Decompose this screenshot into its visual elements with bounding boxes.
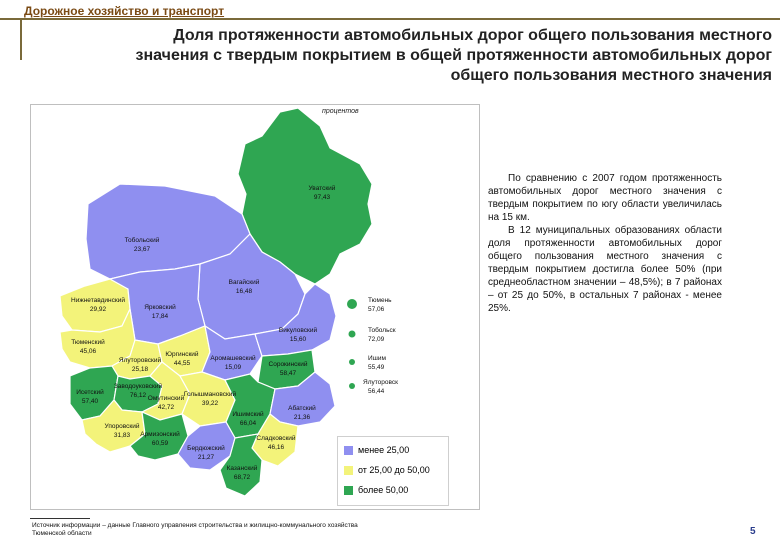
city-value-tobolsk: 72,09 xyxy=(368,336,385,343)
commentary-paragraph-1: По сравнению с 2007 годом протяженность автомобильных дорог местного значения с твердым покрытием по югу области увеличилась на 15 км. xyxy=(488,173,722,223)
label-vikulovsky: Викуловский xyxy=(278,327,318,334)
label-isetsky: Исетский xyxy=(76,389,104,396)
label-uporovsky: Упоровский xyxy=(104,423,140,430)
legend-label-low: менее 25,00 xyxy=(358,445,410,455)
value-sladkovsky: 46,16 xyxy=(267,444,285,451)
label-tobolsky: Тобольский xyxy=(124,237,160,244)
label-armizonsky: Армизонский xyxy=(140,431,180,438)
legend-swatch-mid xyxy=(344,466,353,475)
legend-label-high: более 50,00 xyxy=(358,485,409,495)
legend-swatch-high xyxy=(344,486,353,495)
value-yurginsky: 44,55 xyxy=(173,360,191,367)
label-omutinsky: Омутинский xyxy=(147,395,185,402)
city-markers xyxy=(347,297,398,395)
label-uvatsky: Уватский xyxy=(308,185,336,192)
label-tyumensky: Тюменский xyxy=(71,339,105,346)
value-uvatsky: 97,43 xyxy=(313,194,331,201)
legend-label-mid: от 25,00 до 50,00 xyxy=(358,465,430,475)
value-zavodoukovsky: 76,12 xyxy=(129,392,147,399)
label-berdyuzhsky: Бердюжский xyxy=(187,445,225,452)
label-kazansky: Казанский xyxy=(226,465,258,472)
city-value-tyumen: 57,06 xyxy=(368,306,385,313)
value-golyshmanovsky: 39,22 xyxy=(201,400,219,407)
label-ishimsky: Ишимский xyxy=(232,411,264,418)
source-note: Источник информации – данные Главного управления строительства и жилищно-коммунального хозяйства Тюменской области xyxy=(32,522,358,537)
value-sorokinsky: 58,47 xyxy=(279,370,297,377)
unit-label: процентов xyxy=(322,108,359,115)
city-marker-ishim xyxy=(349,359,355,365)
value-abatsky: 21,36 xyxy=(293,414,311,421)
city-marker-tobolsk xyxy=(349,331,356,338)
city-label-yalutorovsk: Ялуторовск xyxy=(363,379,398,386)
label-abatsky: Абатский xyxy=(288,405,316,412)
label-yurginsky: Юргинский xyxy=(165,351,199,358)
page-title: Доля протяженности автомобильных дорог общего пользования местного значения с твердым покрытием в общей протяженности автомобильных дорог общего пользования местного значения xyxy=(135,27,772,84)
section-header: Дорожное хозяйство и транспорт xyxy=(24,4,225,18)
value-omutinsky: 42,72 xyxy=(157,404,175,411)
value-armizonsky: 60,59 xyxy=(151,440,169,447)
header-rule-vertical xyxy=(20,20,22,60)
value-tyumensky: 45,06 xyxy=(79,348,97,355)
value-tobolsky: 23,67 xyxy=(133,246,151,253)
commentary xyxy=(488,172,722,315)
value-uporovsky: 31,83 xyxy=(113,432,131,439)
city-label-ishim: Ишим xyxy=(368,355,386,362)
city-label-tyumen: Тюмень xyxy=(368,297,392,304)
value-berdyuzhsky: 21,27 xyxy=(197,454,215,461)
value-yalutorovsky: 25,18 xyxy=(131,366,149,373)
label-yarkovsky: Ярковский xyxy=(144,304,176,311)
value-yarkovsky: 17,84 xyxy=(151,313,169,320)
value-kazansky: 68,72 xyxy=(233,474,251,481)
page-number: 5 xyxy=(750,526,756,537)
legend-row-high xyxy=(344,483,408,497)
label-aromashevsky: Аромашевский xyxy=(210,355,256,362)
label-sladkovsky: Сладковский xyxy=(256,435,296,442)
source-rule xyxy=(30,518,90,519)
value-nizhnetavdinsky: 29,92 xyxy=(89,306,107,313)
city-label-tobolsk: Тобольск xyxy=(368,327,396,334)
city-value-ishim: 55,49 xyxy=(368,364,385,371)
label-yalutorovsky: Ялуторовский xyxy=(118,357,162,364)
city-marker-yalutorovsk xyxy=(349,383,355,389)
label-sorokinsky: Сорокинский xyxy=(268,361,308,368)
commentary-paragraph-2: В 12 муниципальных образованиях области доля протяженности автомобильных дорог общего пользования местного значения с твердым покрытием достигла более 50% (при среднеобластном значении – 48,5%); в 7 районах – от 25 до 50%, в остальных 7 районах - менее 25%. xyxy=(488,225,722,314)
label-nizhnetavdinsky: Нижнетавдинский xyxy=(71,297,125,304)
value-vikulovsky: 15,60 xyxy=(289,336,307,343)
label-vagaisky: Вагайский xyxy=(228,279,260,286)
city-marker-tyumen xyxy=(347,299,357,309)
label-golyshmanovsky: Голышмановский xyxy=(183,391,237,398)
value-ishimsky: 66,04 xyxy=(239,420,257,427)
legend-row-low xyxy=(344,443,409,457)
city-value-yalutorovsk: 56,44 xyxy=(368,388,385,395)
map-legend xyxy=(337,436,449,506)
label-zavodoukovsky: Заводоуковский xyxy=(113,383,163,390)
header-rule xyxy=(0,18,780,20)
value-vagaisky: 16,48 xyxy=(235,288,253,295)
legend-swatch-low xyxy=(344,446,353,455)
legend-row-mid xyxy=(344,463,430,477)
value-isetsky: 57,40 xyxy=(81,398,99,405)
value-aromashevsky: 15,09 xyxy=(224,364,242,371)
